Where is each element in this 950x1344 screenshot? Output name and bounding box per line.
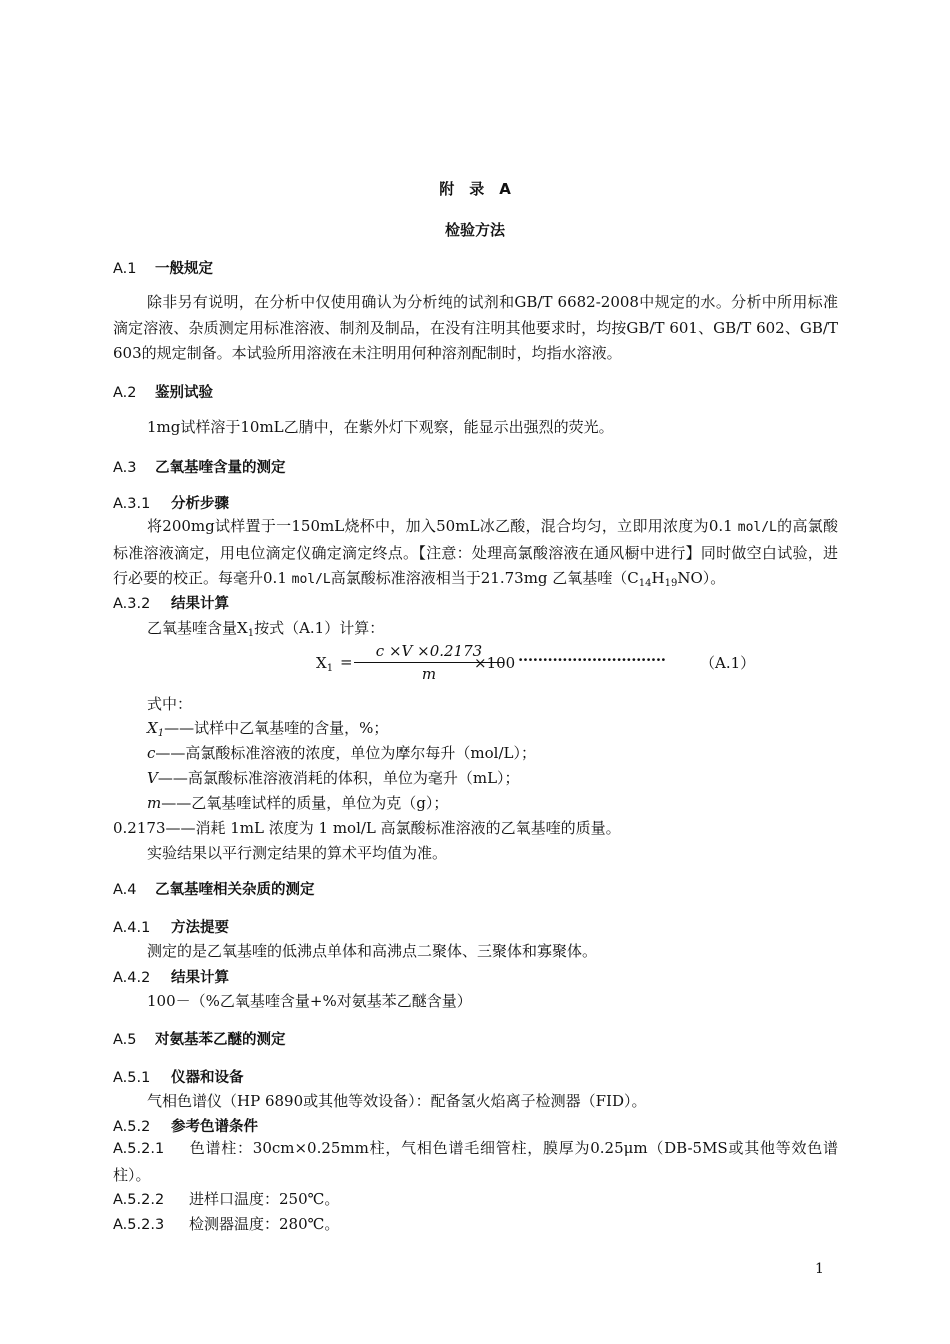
section-number: A.4.2 (113, 970, 151, 986)
formula-denominator: m (421, 665, 437, 683)
var-x1: $X_1——$试样中乙氧基喹的含量，%； (147, 719, 389, 739)
section-title: 方法提要 (171, 920, 229, 936)
section-title: 参考色谱条件 (171, 1119, 258, 1135)
item-number: A.5.2.2 (113, 1192, 165, 1208)
subsection-heading-a32 (113, 592, 229, 613)
paragraph-a1: 除非另有说明，在分析中仅使用确认为分析纯的试剂和GB/T 6682-2008中规定的水。分析中所用标准滴定溶液、杂质测定用标准溶液、制剂及制品，在没有注明其他要求时，均按GB/T 601、GB/T 602、GB/T 603的规定制备。本试验所用溶液在未注明用何种溶剂配制时，均指水溶液。 (113, 293, 838, 362)
subsection-heading-a51 (113, 1066, 244, 1087)
section-title: 乙氧基喹含量的测定 (155, 460, 286, 476)
section-heading-a4 (113, 878, 315, 899)
subsection-heading-a31 (113, 492, 229, 513)
const-line: 0.2173——消耗 1mL 浓度为 1 mol/L 高氯酸标准溶液的乙氧基喹的质量。 (113, 819, 621, 837)
formula-times: ×100 (474, 654, 516, 672)
appendix-title: 附 录 A (439, 180, 511, 198)
section-title: 结果计算 (171, 970, 229, 986)
formula-intro: 乙氧基喹含量$X_1$按式（A.1）计算： (147, 619, 385, 639)
condition-item: A.5.2.2 进样口温度：250℃。 (113, 1190, 340, 1208)
subsection-heading-a42 (113, 966, 229, 987)
result-note: 实验结果以平行测定结果的算术平均值为准。 (147, 844, 448, 862)
section-title: 乙氧基喹相关杂质的测定 (155, 882, 315, 898)
formula-a1 (316, 642, 756, 688)
section-number: A.3 (113, 460, 137, 476)
unit-text: mol/L (291, 572, 331, 587)
section-number: A.5.1 (113, 1070, 151, 1086)
paragraph-a41: 测定的是乙氧基喹的低沸点单体和高沸点二聚体、三聚体和寡聚体。 (147, 942, 598, 960)
section-number: A.5.2 (113, 1119, 151, 1135)
condition-item: A.5.2.1 色谱柱：30cm×0.25mm柱，气相色谱毛细管柱，膜厚为0.25μm（DB-5MS或其他等效色谱柱）。 (113, 1139, 838, 1184)
unit-text: mol/L (737, 520, 777, 535)
section-number: A.3.2 (113, 596, 151, 612)
subsection-heading-a52 (113, 1115, 258, 1136)
condition-item: A.5.2.3 检测器温度：280℃。 (113, 1215, 340, 1233)
section-title: 鉴别试验 (155, 385, 213, 401)
item-number: A.5.2.3 (113, 1217, 165, 1233)
section-number: A.3.1 (113, 496, 151, 512)
formula-equals: = (340, 653, 353, 671)
section-heading-a1 (113, 257, 213, 278)
section-heading-a3 (113, 456, 286, 477)
section-number: A.1 (113, 261, 137, 277)
section-number: A.2 (113, 385, 137, 401)
formula-lhs: $X_1$ (316, 654, 334, 674)
section-number: A.4 (113, 882, 137, 898)
paragraph-a51: 气相色谱仪（HP 6890或其他等效设备）：配备氢火焰离子检测器（FID）。 (147, 1092, 647, 1110)
section-title: 结果计算 (171, 596, 229, 612)
subsection-heading-a41 (113, 916, 229, 937)
section-title: 仪器和设备 (171, 1070, 244, 1086)
section-title: 对氨基苯乙醚的测定 (155, 1032, 286, 1048)
var-m: m——乙氧基喹试样的质量，单位为克（g）； (147, 794, 449, 812)
section-heading-a5 (113, 1028, 286, 1049)
section-title: 一般规定 (155, 261, 213, 277)
where-label: 式中： (147, 695, 193, 713)
formula-dots: ······························ (518, 651, 666, 669)
paragraph-a2: 1mg试样溶于10mL乙腈中，在紫外灯下观察，能显示出强烈的荧光。 (147, 418, 614, 436)
section-title: 分析步骤 (171, 496, 229, 512)
var-c: c——高氯酸标准溶液的浓度，单位为摩尔每升（mol/L）； (147, 744, 536, 762)
item-number: A.5.2.1 (113, 1141, 165, 1157)
section-number: A.4.1 (113, 920, 151, 936)
formula-numerator: c ×V ×0.2173 (354, 642, 504, 663)
formula-label: （A.1） (700, 654, 756, 672)
appendix-subtitle: 检验方法 (444, 221, 505, 239)
paragraph-a31: 将200mg试样置于一150mL烧杯中，加入50mL冰乙酸，混合均匀，立即用浓度为0.1 mol/L的高氯酸标准溶液滴定，用电位滴定仪确定滴定终点。【注意：处理高氯酸溶液在通风橱中进行】同时做空白试验，进行必要的校正。每毫升0.1 mol/L高氯酸标准溶液相当于21.73mg 乙氧基喹$(C_{14}H_{19}NO)$。 (113, 517, 838, 589)
page-number: 1 (815, 1261, 824, 1277)
var-v: V——高氯酸标准溶液消耗的体积，单位为毫升（mL）； (147, 769, 520, 787)
paragraph-a42: 100－（%乙氧基喹含量+%对氨基苯乙醚含量） (147, 992, 472, 1010)
section-heading-a2 (113, 381, 213, 402)
section-number: A.5 (113, 1032, 137, 1048)
